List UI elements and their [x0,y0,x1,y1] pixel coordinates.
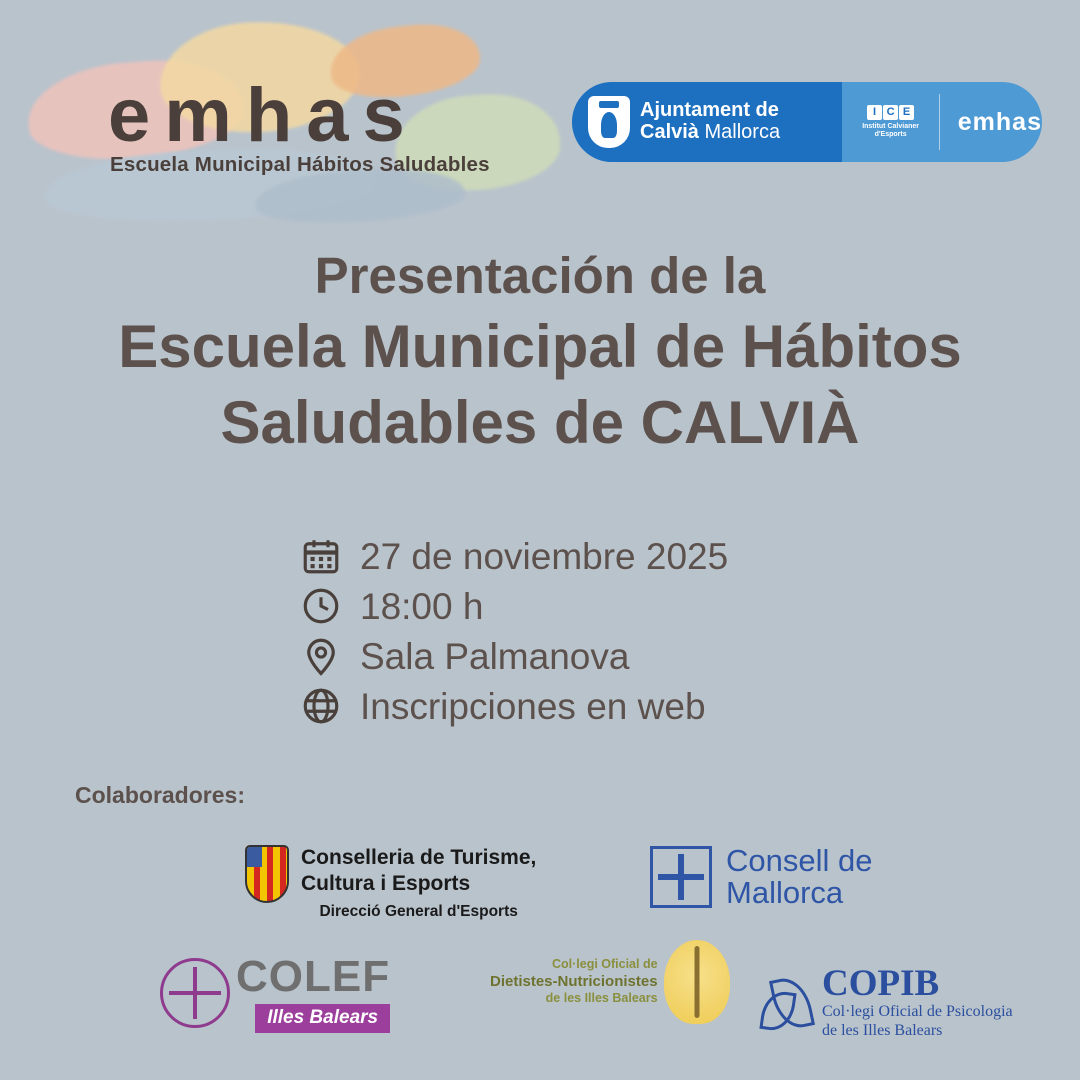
detail-time-text: 18:00 h [360,585,484,627]
dietistes-line2: Dietistes-Nutricionistes [490,972,658,990]
copib-wordmark: COPIB [822,963,940,1004]
clock-icon [300,585,342,627]
event-details [300,535,728,727]
calvia-crest-icon [588,96,630,148]
ice-letter-e: E [899,105,914,120]
emhas-logo-wordmark: emhas [108,73,419,158]
consell-mallorca-line2: Mallorca [726,875,844,911]
copib-mark-icon [760,975,814,1031]
conselleria-line1: Conselleria de Turisme, [301,846,537,869]
detail-location-text: Sala Palmanova [360,635,630,677]
logo-conselleria-turisme [245,845,536,921]
globe-icon [300,685,342,727]
title-line-1: Presentación de la [314,247,766,304]
detail-registration [300,685,728,727]
location-pin-icon [300,635,342,677]
pill-emhas-label: emhas [957,107,1042,136]
detail-location [300,635,728,677]
conselleria-line2: Cultura i Esports [301,871,471,895]
dietistes-line1: Col·legi Oficial de [551,957,658,971]
ice-name-line1: Institut Calvianer [862,122,919,130]
colef-region-label: Illes Balears [255,1004,390,1033]
poster-header [0,0,1080,235]
logo-colef [160,952,390,1033]
detail-date-text: 27 de noviembre 2025 [360,535,729,577]
colef-wordmark: COLEF [236,952,391,1001]
ice-letter-i: I [867,105,882,120]
wheat-icon [664,940,730,1024]
conselleria-line3: Direcció General d'Esports [319,903,518,921]
ice-logo [842,94,939,150]
ajuntament-calvia-logo [572,82,842,162]
colef-mark-icon [160,958,230,1028]
logo-consell-mallorca [650,845,872,909]
collaborators-label: Colaboradores: [75,782,245,808]
detail-registration-text: Inscripciones en web [360,685,706,727]
ice-name-line2: d'Esports [874,131,907,138]
copib-line1: Col·legi Oficial de Psicologia [822,1003,1013,1020]
dietistes-line3: de les Illes Balears [545,991,658,1006]
ice-letter-c: C [883,105,898,120]
balearic-shield-icon [245,845,289,903]
poster-title [0,246,1080,457]
logo-dietistes-nutricionistes [490,940,730,1024]
ajuntament-line2-bold: Calvià [640,121,699,143]
institutional-logo-bar [572,82,1042,162]
consell-mallorca-line1: Consell de [726,843,873,878]
copib-line2: de les Illes Balears [822,1022,943,1040]
ajuntament-line1: Ajuntament de [640,99,779,122]
ajuntament-text [640,100,780,143]
logo-copib [760,965,1013,1040]
ice-letters-icon [867,105,914,120]
consell-mallorca-mark-icon [650,846,712,908]
detail-time [300,585,728,627]
calendar-icon [300,535,342,577]
emhas-logo-tagline: Escuela Municipal Hábitos Saludables [110,153,490,176]
ajuntament-line2-thin: Mallorca [698,121,781,143]
title-line-2: Escuela Municipal de Hábitos [118,313,962,381]
title-line-3: Saludables de CALVIÀ [220,388,860,456]
detail-date [300,535,728,577]
